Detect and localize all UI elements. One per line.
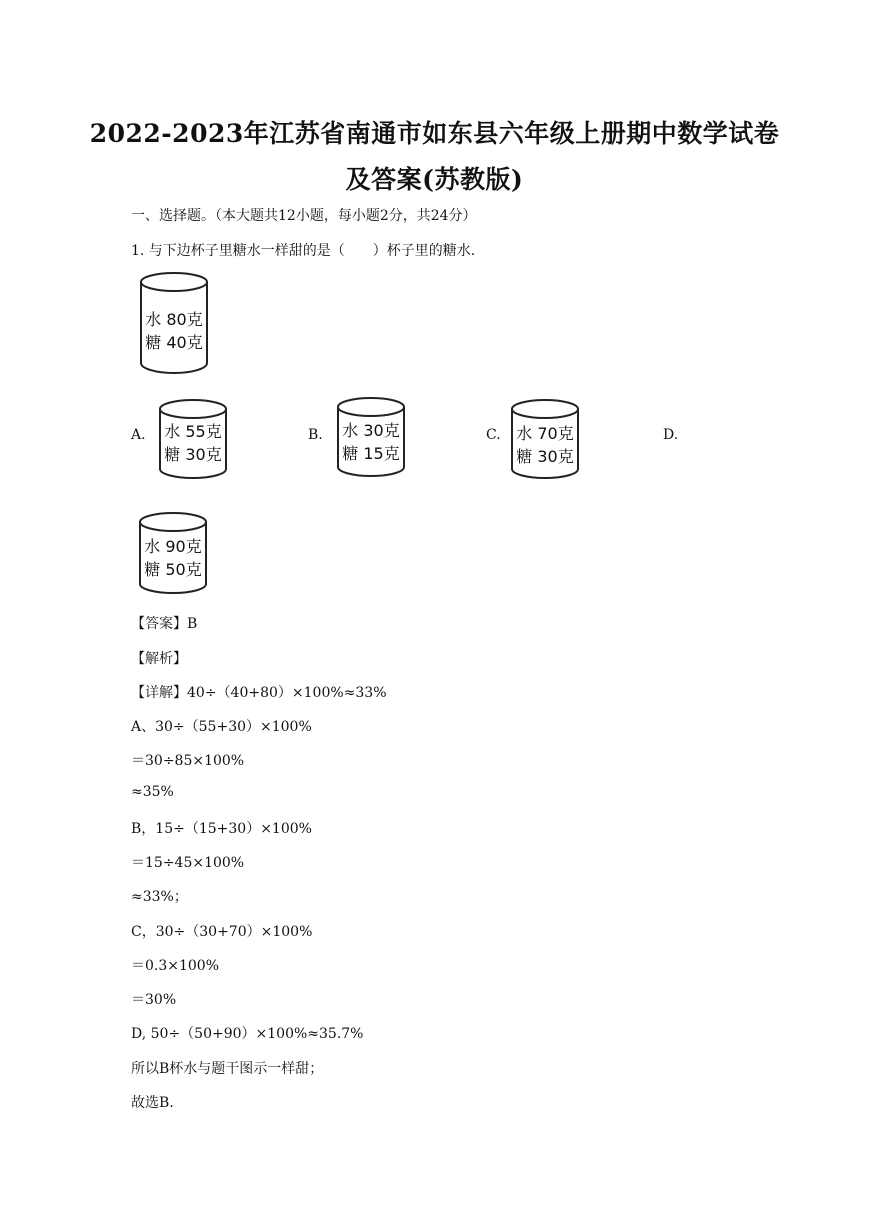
solution-line: 【详解】40÷（40+80）×100%≈33% bbox=[131, 685, 387, 701]
cup-water: 水 90克 bbox=[144, 537, 202, 556]
answer-line: 【答案】B bbox=[131, 616, 198, 632]
cup-sugar: 糖 30克 bbox=[164, 445, 222, 464]
option-a-label: A. bbox=[131, 427, 146, 443]
cup-sugar: 糖 40克 bbox=[145, 333, 203, 352]
solution-line: ＝30% bbox=[131, 992, 177, 1008]
option-c-cup bbox=[510, 398, 580, 480]
document-title-line-2: 及答案(苏教版) bbox=[345, 165, 524, 194]
document-title-line-1: 2022-2023年江苏省南通市如东县六年级上册期中数学试卷 bbox=[89, 119, 780, 148]
final-choice-line: 故选B. bbox=[131, 1095, 174, 1111]
solution-line: ＝15÷45×100% bbox=[131, 855, 245, 871]
cup-water: 水 80克 bbox=[145, 310, 203, 329]
option-c-label: C. bbox=[486, 427, 501, 443]
cup-sugar: 糖 15克 bbox=[342, 444, 400, 463]
option-d-cup bbox=[138, 511, 208, 595]
cup-water: 水 55克 bbox=[164, 422, 222, 441]
option-b-label: B. bbox=[308, 427, 323, 443]
solution-line: A、30÷（55+30）×100% bbox=[131, 719, 312, 735]
main-cup bbox=[139, 271, 209, 375]
option-a-cup bbox=[158, 398, 228, 480]
cup-sugar: 糖 50克 bbox=[144, 560, 202, 579]
option-b-cup bbox=[336, 396, 406, 478]
section-heading: 一、选择题。（本大题共12小题，每小题2分，共24分） bbox=[131, 208, 477, 224]
analysis-heading: 【解析】 bbox=[131, 651, 187, 667]
solution-line: C，30÷（30+70）×100% bbox=[131, 924, 313, 940]
solution-line: ＝30÷85×100% bbox=[131, 753, 245, 769]
solution-line: D, 50÷（50+90）×100%≈35.7% bbox=[131, 1026, 364, 1042]
solution-line: ＝0.3×100% bbox=[131, 958, 220, 974]
cup-water: 水 70克 bbox=[516, 424, 574, 443]
solution-line: ≈35% bbox=[131, 784, 174, 800]
option-d-label: D. bbox=[663, 427, 679, 443]
question-text: 1. 与下边杯子里糖水一样甜的是（ ）杯子里的糖水. bbox=[131, 243, 476, 259]
solution-line: ≈33%； bbox=[131, 889, 188, 905]
conclusion-line: 所以B杯水与题干图示一样甜； bbox=[131, 1061, 324, 1077]
cup-sugar: 糖 30克 bbox=[516, 447, 574, 466]
cup-water: 水 30克 bbox=[342, 421, 400, 440]
solution-line: B，15÷（15+30）×100% bbox=[131, 821, 312, 837]
